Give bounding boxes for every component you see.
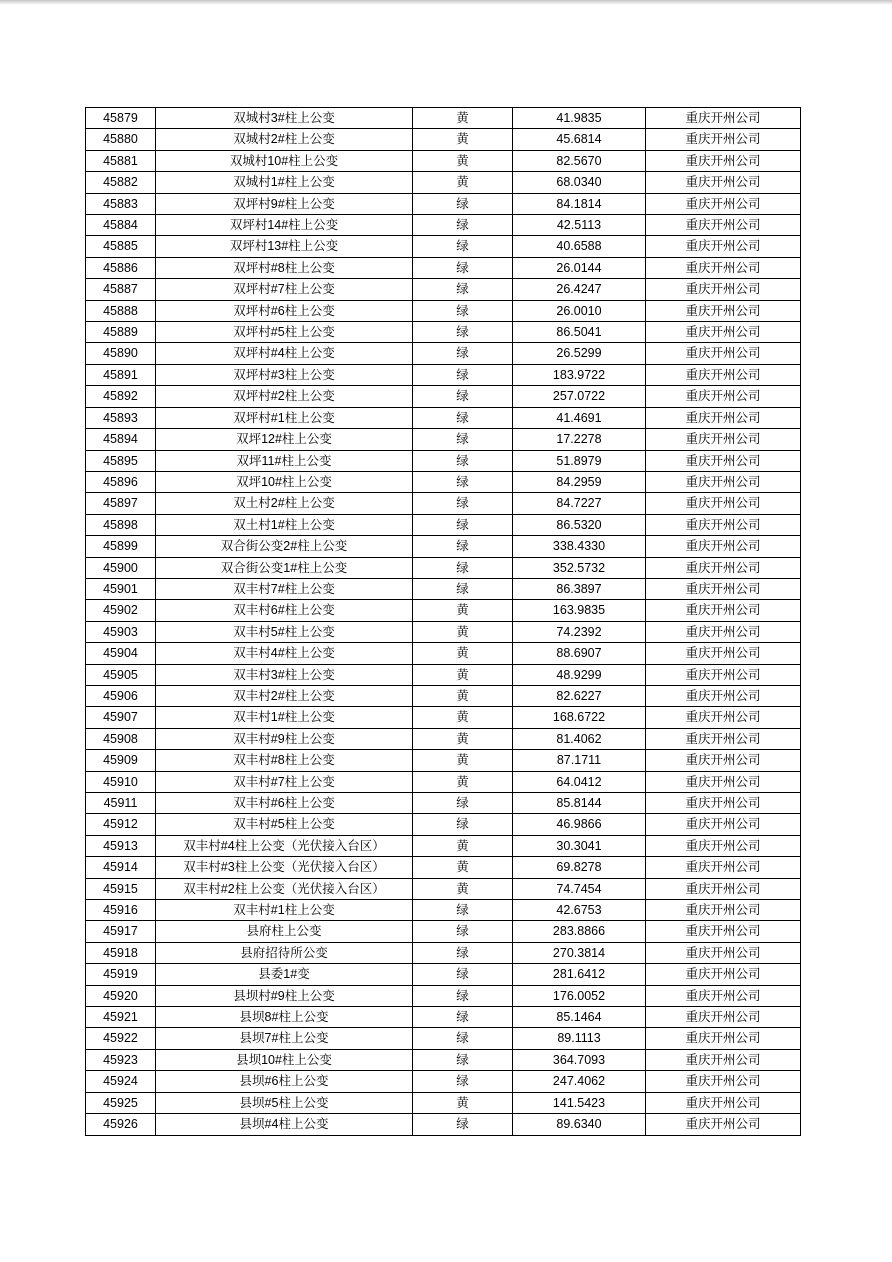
cell-value: 68.0340 xyxy=(513,172,646,193)
cell-name: 县坝8#柱上公变 xyxy=(156,1007,413,1028)
cell-name: 双坪12#柱上公变 xyxy=(156,429,413,450)
cell-status: 绿 xyxy=(413,1007,513,1028)
table-row xyxy=(86,685,801,706)
table-row xyxy=(86,514,801,535)
cell-company: 重庆开州公司 xyxy=(646,471,801,492)
cell-id: 45910 xyxy=(86,771,156,792)
cell-value: 48.9299 xyxy=(513,664,646,685)
cell-status: 绿 xyxy=(413,257,513,278)
cell-status: 黄 xyxy=(413,600,513,621)
cell-company: 重庆开州公司 xyxy=(646,493,801,514)
cell-id: 45912 xyxy=(86,814,156,835)
cell-company: 重庆开州公司 xyxy=(646,835,801,856)
cell-value: 41.9835 xyxy=(513,108,646,129)
cell-name: 双城村1#柱上公变 xyxy=(156,172,413,193)
table-row xyxy=(86,942,801,963)
table-row xyxy=(86,1049,801,1070)
cell-name: 双丰村3#柱上公变 xyxy=(156,664,413,685)
cell-name: 双坪10#柱上公变 xyxy=(156,471,413,492)
cell-company: 重庆开州公司 xyxy=(646,279,801,300)
cell-company: 重庆开州公司 xyxy=(646,664,801,685)
cell-id: 45897 xyxy=(86,493,156,514)
cell-company: 重庆开州公司 xyxy=(646,942,801,963)
cell-id: 45925 xyxy=(86,1092,156,1113)
cell-id: 45921 xyxy=(86,1007,156,1028)
cell-value: 40.6588 xyxy=(513,236,646,257)
table-row xyxy=(86,279,801,300)
cell-name: 县坝村#9柱上公变 xyxy=(156,985,413,1006)
table-row xyxy=(86,471,801,492)
cell-value: 247.4062 xyxy=(513,1071,646,1092)
cell-name: 双丰村7#柱上公变 xyxy=(156,578,413,599)
cell-name: 双合街公变2#柱上公变 xyxy=(156,536,413,557)
cell-company: 重庆开州公司 xyxy=(646,621,801,642)
cell-status: 绿 xyxy=(413,493,513,514)
cell-name: 双土村1#柱上公变 xyxy=(156,514,413,535)
cell-status: 黄 xyxy=(413,707,513,728)
cell-name: 双坪村9#柱上公变 xyxy=(156,193,413,214)
table-row xyxy=(86,1007,801,1028)
cell-status: 黄 xyxy=(413,108,513,129)
table-row xyxy=(86,429,801,450)
cell-id: 45911 xyxy=(86,793,156,814)
table-row xyxy=(86,300,801,321)
cell-name: 双丰村#3柱上公变（光伏接入台区） xyxy=(156,857,413,878)
cell-company: 重庆开州公司 xyxy=(646,407,801,428)
cell-name: 县府招待所公变 xyxy=(156,942,413,963)
cell-status: 黄 xyxy=(413,835,513,856)
cell-value: 364.7093 xyxy=(513,1049,646,1070)
cell-name: 县坝#6柱上公变 xyxy=(156,1071,413,1092)
cell-id: 45884 xyxy=(86,215,156,236)
table-row xyxy=(86,835,801,856)
cell-company: 重庆开州公司 xyxy=(646,643,801,664)
table-row xyxy=(86,707,801,728)
cell-name: 县府柱上公变 xyxy=(156,921,413,942)
cell-status: 绿 xyxy=(413,793,513,814)
cell-value: 85.8144 xyxy=(513,793,646,814)
cell-value: 64.0412 xyxy=(513,771,646,792)
table-row xyxy=(86,1028,801,1049)
cell-id: 45880 xyxy=(86,129,156,150)
cell-id: 45885 xyxy=(86,236,156,257)
cell-id: 45906 xyxy=(86,685,156,706)
cell-status: 绿 xyxy=(413,429,513,450)
cell-company: 重庆开州公司 xyxy=(646,1049,801,1070)
cell-status: 绿 xyxy=(413,557,513,578)
table-row xyxy=(86,493,801,514)
cell-company: 重庆开州公司 xyxy=(646,600,801,621)
cell-company: 重庆开州公司 xyxy=(646,429,801,450)
cell-company: 重庆开州公司 xyxy=(646,578,801,599)
table-row xyxy=(86,793,801,814)
table-row xyxy=(86,728,801,749)
cell-value: 26.0144 xyxy=(513,257,646,278)
table-row xyxy=(86,364,801,385)
table-row xyxy=(86,964,801,985)
cell-id: 45922 xyxy=(86,1028,156,1049)
table-row xyxy=(86,578,801,599)
cell-name: 双丰村2#柱上公变 xyxy=(156,685,413,706)
cell-name: 双土村2#柱上公变 xyxy=(156,493,413,514)
cell-company: 重庆开州公司 xyxy=(646,728,801,749)
cell-id: 45916 xyxy=(86,900,156,921)
cell-name: 双合街公变1#柱上公变 xyxy=(156,557,413,578)
cell-name: 双坪村#4柱上公变 xyxy=(156,343,413,364)
cell-value: 81.4062 xyxy=(513,728,646,749)
cell-id: 45904 xyxy=(86,643,156,664)
cell-name: 县委1#变 xyxy=(156,964,413,985)
cell-value: 74.7454 xyxy=(513,878,646,899)
cell-status: 绿 xyxy=(413,300,513,321)
cell-value: 84.1814 xyxy=(513,193,646,214)
cell-id: 45907 xyxy=(86,707,156,728)
table-row xyxy=(86,108,801,129)
cell-company: 重庆开州公司 xyxy=(646,1007,801,1028)
cell-status: 绿 xyxy=(413,1071,513,1092)
cell-value: 30.3041 xyxy=(513,835,646,856)
cell-value: 270.3814 xyxy=(513,942,646,963)
cell-value: 17.2278 xyxy=(513,429,646,450)
cell-id: 45901 xyxy=(86,578,156,599)
cell-company: 重庆开州公司 xyxy=(646,771,801,792)
cell-id: 45881 xyxy=(86,150,156,171)
cell-name: 县坝7#柱上公变 xyxy=(156,1028,413,1049)
cell-status: 绿 xyxy=(413,942,513,963)
cell-status: 黄 xyxy=(413,643,513,664)
cell-company: 重庆开州公司 xyxy=(646,1114,801,1135)
cell-name: 县坝10#柱上公变 xyxy=(156,1049,413,1070)
table-row xyxy=(86,985,801,1006)
cell-id: 45913 xyxy=(86,835,156,856)
cell-status: 绿 xyxy=(413,536,513,557)
cell-company: 重庆开州公司 xyxy=(646,322,801,343)
cell-value: 257.0722 xyxy=(513,386,646,407)
cell-name: 双坪村#1柱上公变 xyxy=(156,407,413,428)
cell-value: 42.5113 xyxy=(513,215,646,236)
table-row xyxy=(86,643,801,664)
cell-id: 45914 xyxy=(86,857,156,878)
cell-name: 双坪村14#柱上公变 xyxy=(156,215,413,236)
cell-status: 绿 xyxy=(413,343,513,364)
cell-value: 74.2392 xyxy=(513,621,646,642)
cell-status: 黄 xyxy=(413,685,513,706)
table-row xyxy=(86,771,801,792)
table-row xyxy=(86,407,801,428)
cell-value: 86.3897 xyxy=(513,578,646,599)
table-row xyxy=(86,450,801,471)
cell-status: 绿 xyxy=(413,1049,513,1070)
page-top-shadow xyxy=(0,0,892,5)
cell-value: 141.5423 xyxy=(513,1092,646,1113)
cell-id: 45923 xyxy=(86,1049,156,1070)
cell-status: 绿 xyxy=(413,364,513,385)
cell-id: 45926 xyxy=(86,1114,156,1135)
table-row xyxy=(86,215,801,236)
cell-id: 45899 xyxy=(86,536,156,557)
cell-company: 重庆开州公司 xyxy=(646,750,801,771)
table-row xyxy=(86,236,801,257)
cell-value: 26.4247 xyxy=(513,279,646,300)
cell-id: 45886 xyxy=(86,257,156,278)
cell-id: 45895 xyxy=(86,450,156,471)
cell-company: 重庆开州公司 xyxy=(646,964,801,985)
cell-company: 重庆开州公司 xyxy=(646,343,801,364)
transformer-table xyxy=(85,107,801,1136)
cell-value: 281.6412 xyxy=(513,964,646,985)
cell-status: 绿 xyxy=(413,814,513,835)
table-row xyxy=(86,172,801,193)
cell-name: 双坪村#5柱上公变 xyxy=(156,322,413,343)
cell-name: 双坪村#8柱上公变 xyxy=(156,257,413,278)
cell-name: 双丰村#6柱上公变 xyxy=(156,793,413,814)
cell-name: 双城村10#柱上公变 xyxy=(156,150,413,171)
cell-name: 双坪11#柱上公变 xyxy=(156,450,413,471)
cell-value: 89.6340 xyxy=(513,1114,646,1135)
cell-company: 重庆开州公司 xyxy=(646,236,801,257)
cell-status: 绿 xyxy=(413,1028,513,1049)
cell-name: 双城村3#柱上公变 xyxy=(156,108,413,129)
table-row xyxy=(86,1071,801,1092)
cell-status: 绿 xyxy=(413,985,513,1006)
cell-name: 双城村2#柱上公变 xyxy=(156,129,413,150)
cell-status: 黄 xyxy=(413,728,513,749)
table-row xyxy=(86,900,801,921)
cell-value: 176.0052 xyxy=(513,985,646,1006)
cell-value: 338.4330 xyxy=(513,536,646,557)
cell-company: 重庆开州公司 xyxy=(646,557,801,578)
cell-company: 重庆开州公司 xyxy=(646,857,801,878)
cell-name: 县坝#4柱上公变 xyxy=(156,1114,413,1135)
table-body xyxy=(86,108,801,1136)
table-row xyxy=(86,621,801,642)
cell-id: 45920 xyxy=(86,985,156,1006)
cell-value: 183.9722 xyxy=(513,364,646,385)
cell-status: 绿 xyxy=(413,514,513,535)
cell-id: 45896 xyxy=(86,471,156,492)
table-row xyxy=(86,536,801,557)
cell-name: 双丰村#1柱上公变 xyxy=(156,900,413,921)
cell-value: 26.0010 xyxy=(513,300,646,321)
cell-value: 84.7227 xyxy=(513,493,646,514)
cell-value: 85.1464 xyxy=(513,1007,646,1028)
cell-status: 绿 xyxy=(413,1114,513,1135)
cell-name: 双丰村#4柱上公变（光伏接入台区） xyxy=(156,835,413,856)
cell-name: 双坪村#6柱上公变 xyxy=(156,300,413,321)
cell-value: 86.5041 xyxy=(513,322,646,343)
cell-status: 黄 xyxy=(413,857,513,878)
cell-name: 双丰村5#柱上公变 xyxy=(156,621,413,642)
cell-company: 重庆开州公司 xyxy=(646,1092,801,1113)
cell-value: 86.5320 xyxy=(513,514,646,535)
cell-name: 双丰村#7柱上公变 xyxy=(156,771,413,792)
cell-company: 重庆开州公司 xyxy=(646,108,801,129)
cell-value: 168.6722 xyxy=(513,707,646,728)
cell-company: 重庆开州公司 xyxy=(646,707,801,728)
cell-company: 重庆开州公司 xyxy=(646,814,801,835)
table-row xyxy=(86,1114,801,1135)
cell-company: 重庆开州公司 xyxy=(646,386,801,407)
cell-company: 重庆开州公司 xyxy=(646,921,801,942)
cell-id: 45909 xyxy=(86,750,156,771)
cell-name: 双丰村#2柱上公变（光伏接入台区） xyxy=(156,878,413,899)
cell-status: 黄 xyxy=(413,664,513,685)
cell-status: 黄 xyxy=(413,150,513,171)
cell-value: 352.5732 xyxy=(513,557,646,578)
cell-status: 绿 xyxy=(413,921,513,942)
cell-id: 45890 xyxy=(86,343,156,364)
table-row xyxy=(86,257,801,278)
table-row xyxy=(86,557,801,578)
cell-id: 45882 xyxy=(86,172,156,193)
cell-id: 45905 xyxy=(86,664,156,685)
table-row xyxy=(86,878,801,899)
cell-name: 双丰村1#柱上公变 xyxy=(156,707,413,728)
cell-id: 45879 xyxy=(86,108,156,129)
cell-name: 双丰村6#柱上公变 xyxy=(156,600,413,621)
table-row xyxy=(86,664,801,685)
cell-value: 88.6907 xyxy=(513,643,646,664)
cell-id: 45893 xyxy=(86,407,156,428)
cell-value: 69.8278 xyxy=(513,857,646,878)
cell-name: 县坝#5柱上公变 xyxy=(156,1092,413,1113)
cell-value: 82.5670 xyxy=(513,150,646,171)
cell-company: 重庆开州公司 xyxy=(646,193,801,214)
cell-company: 重庆开州公司 xyxy=(646,1028,801,1049)
cell-name: 双坪村#2柱上公变 xyxy=(156,386,413,407)
cell-value: 89.1113 xyxy=(513,1028,646,1049)
table-row xyxy=(86,150,801,171)
cell-company: 重庆开州公司 xyxy=(646,878,801,899)
cell-id: 45917 xyxy=(86,921,156,942)
cell-name: 双坪村13#柱上公变 xyxy=(156,236,413,257)
cell-value: 45.6814 xyxy=(513,129,646,150)
cell-status: 绿 xyxy=(413,450,513,471)
cell-status: 黄 xyxy=(413,129,513,150)
table-row xyxy=(86,193,801,214)
cell-company: 重庆开州公司 xyxy=(646,364,801,385)
cell-company: 重庆开州公司 xyxy=(646,300,801,321)
cell-id: 45903 xyxy=(86,621,156,642)
cell-status: 黄 xyxy=(413,878,513,899)
cell-id: 45915 xyxy=(86,878,156,899)
cell-company: 重庆开州公司 xyxy=(646,129,801,150)
cell-id: 45918 xyxy=(86,942,156,963)
table-row xyxy=(86,857,801,878)
cell-status: 绿 xyxy=(413,900,513,921)
table-row xyxy=(86,322,801,343)
cell-status: 绿 xyxy=(413,279,513,300)
cell-company: 重庆开州公司 xyxy=(646,172,801,193)
table-row xyxy=(86,386,801,407)
cell-name: 双丰村4#柱上公变 xyxy=(156,643,413,664)
cell-status: 绿 xyxy=(413,964,513,985)
table-row xyxy=(86,750,801,771)
cell-status: 绿 xyxy=(413,236,513,257)
cell-id: 45902 xyxy=(86,600,156,621)
cell-status: 绿 xyxy=(413,215,513,236)
cell-company: 重庆开州公司 xyxy=(646,450,801,471)
cell-company: 重庆开州公司 xyxy=(646,985,801,1006)
cell-id: 45888 xyxy=(86,300,156,321)
cell-id: 45924 xyxy=(86,1071,156,1092)
cell-id: 45889 xyxy=(86,322,156,343)
cell-company: 重庆开州公司 xyxy=(646,1071,801,1092)
cell-status: 黄 xyxy=(413,750,513,771)
cell-value: 82.6227 xyxy=(513,685,646,706)
cell-value: 26.5299 xyxy=(513,343,646,364)
cell-company: 重庆开州公司 xyxy=(646,215,801,236)
cell-id: 45908 xyxy=(86,728,156,749)
cell-name: 双丰村#9柱上公变 xyxy=(156,728,413,749)
cell-status: 黄 xyxy=(413,771,513,792)
table-row xyxy=(86,814,801,835)
cell-name: 双坪村#3柱上公变 xyxy=(156,364,413,385)
cell-name: 双丰村#5柱上公变 xyxy=(156,814,413,835)
cell-value: 51.8979 xyxy=(513,450,646,471)
cell-status: 绿 xyxy=(413,578,513,599)
cell-status: 绿 xyxy=(413,322,513,343)
cell-id: 45919 xyxy=(86,964,156,985)
cell-company: 重庆开州公司 xyxy=(646,685,801,706)
cell-id: 45883 xyxy=(86,193,156,214)
cell-company: 重庆开州公司 xyxy=(646,900,801,921)
cell-company: 重庆开州公司 xyxy=(646,536,801,557)
cell-id: 45891 xyxy=(86,364,156,385)
cell-company: 重庆开州公司 xyxy=(646,514,801,535)
table-row xyxy=(86,600,801,621)
table-row xyxy=(86,1092,801,1113)
cell-value: 46.9866 xyxy=(513,814,646,835)
cell-status: 绿 xyxy=(413,471,513,492)
cell-name: 双丰村#8柱上公变 xyxy=(156,750,413,771)
table-row xyxy=(86,343,801,364)
cell-id: 45900 xyxy=(86,557,156,578)
cell-status: 黄 xyxy=(413,1092,513,1113)
cell-company: 重庆开州公司 xyxy=(646,793,801,814)
cell-value: 84.2959 xyxy=(513,471,646,492)
cell-company: 重庆开州公司 xyxy=(646,257,801,278)
cell-status: 黄 xyxy=(413,621,513,642)
cell-status: 绿 xyxy=(413,193,513,214)
cell-status: 绿 xyxy=(413,386,513,407)
cell-value: 41.4691 xyxy=(513,407,646,428)
cell-id: 45898 xyxy=(86,514,156,535)
table-row xyxy=(86,129,801,150)
cell-id: 45887 xyxy=(86,279,156,300)
cell-id: 45892 xyxy=(86,386,156,407)
cell-company: 重庆开州公司 xyxy=(646,150,801,171)
cell-value: 283.8866 xyxy=(513,921,646,942)
table-row xyxy=(86,921,801,942)
cell-status: 黄 xyxy=(413,172,513,193)
cell-status: 绿 xyxy=(413,407,513,428)
cell-value: 163.9835 xyxy=(513,600,646,621)
cell-value: 42.6753 xyxy=(513,900,646,921)
cell-id: 45894 xyxy=(86,429,156,450)
cell-name: 双坪村#7柱上公变 xyxy=(156,279,413,300)
cell-value: 87.1711 xyxy=(513,750,646,771)
